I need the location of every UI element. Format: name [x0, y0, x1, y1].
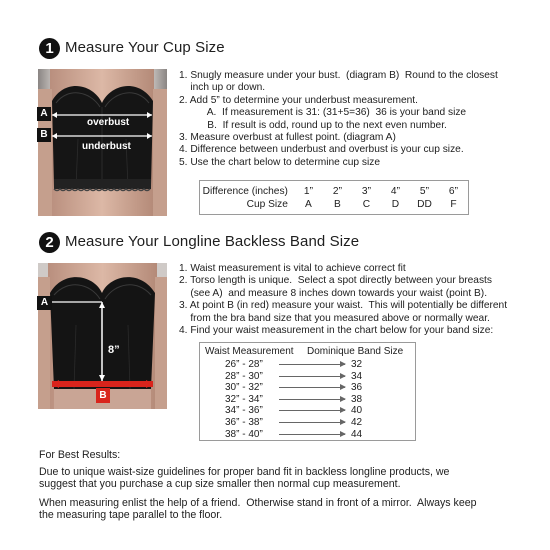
- instruction-line: 4. Find your waist measurement in the chart below for your band size:: [179, 325, 494, 337]
- instruction-line: (see A) and measure 8 inches down towards your waist (point B).: [179, 287, 488, 299]
- waist-range: 26” - 28”: [225, 359, 263, 370]
- arrow-right-icon: [279, 387, 345, 388]
- difference-value: 1”: [303, 186, 313, 197]
- arrow-right-icon: [279, 376, 345, 377]
- best-results-heading: For Best Results:: [39, 449, 121, 461]
- band-size-row: [200, 405, 415, 417]
- difference-value: 5”: [419, 186, 429, 197]
- cup-size-value: C: [362, 199, 371, 210]
- cup-size-value: A: [305, 199, 312, 210]
- waist-range: 28” - 30”: [225, 370, 263, 382]
- band-size-rows: [200, 359, 415, 440]
- instruction-line: inch up or down.: [179, 82, 266, 94]
- band-size-chart: [199, 342, 416, 441]
- band-size: 32: [351, 359, 363, 370]
- waist-measurement-header: Waist Measurement: [205, 346, 294, 357]
- band-size: 40: [351, 405, 363, 417]
- diagram-label-a: A: [37, 296, 52, 310]
- cup-size-header: Cup Size: [246, 199, 288, 210]
- section-1-title: Measure Your Cup Size: [65, 39, 225, 56]
- waist-range: 36” - 38”: [225, 416, 263, 428]
- waist-range: 32” - 34”: [225, 393, 263, 405]
- band-size-instructions: [179, 263, 507, 337]
- instruction-line: 1. Waist measurement is vital to achieve correct fit: [179, 263, 406, 274]
- band-size: 36: [351, 382, 363, 394]
- best-results-line: When measuring enlist the help of a friend. Otherwise stand in front of a mirror. Always keep: [39, 496, 477, 509]
- difference-row: [200, 185, 468, 198]
- cup-size-value: DD: [417, 199, 432, 210]
- band-size-row: [200, 382, 415, 394]
- best-results-line: suggest that you purchase a cup size smaller then normal cup measurement.: [39, 478, 401, 491]
- difference-value: 6”: [448, 186, 458, 197]
- cup-size-instructions: [179, 70, 498, 169]
- arrow-right-icon: [279, 422, 345, 423]
- step-2-number-icon: 2: [39, 232, 60, 253]
- underbust-label: underbust: [82, 141, 131, 152]
- band-size-row: [200, 429, 415, 441]
- band-size: 42: [351, 416, 363, 428]
- waist-range: 38” - 40”: [225, 428, 263, 440]
- instruction-line: 3. Measure overbust at fullest point. (diagram A): [179, 132, 396, 144]
- step-1-number-icon: 1: [39, 38, 60, 59]
- section-2-title: Measure Your Longline Backless Band Size: [65, 233, 360, 250]
- band-size-header: Dominique Band Size: [307, 346, 404, 357]
- instruction-line: 5. Use the chart below to determine cup size: [179, 156, 381, 168]
- instruction-line: 3. At point B (in red) measure your waist. This will potentially be different: [179, 300, 508, 312]
- waist-range: 34” - 36”: [225, 405, 263, 417]
- instruction-line: B. If result is odd, round up to the next even number.: [179, 119, 447, 131]
- instruction-line: 4. Difference between underbust and overbust is your cup size.: [179, 144, 464, 156]
- best-results-section: [39, 449, 477, 522]
- cup-size-chart: [199, 180, 469, 215]
- difference-value: 2”: [332, 186, 342, 197]
- overbust-label: overbust: [87, 117, 130, 128]
- band-size-row: [200, 359, 415, 371]
- diagram-label-b: B: [37, 128, 51, 142]
- band-size-row: [200, 417, 415, 429]
- cup-size-row: [200, 198, 468, 211]
- cup-size-value: D: [391, 199, 400, 210]
- instruction-line: 2. Add 5” to determine your underbust measurement.: [179, 94, 418, 106]
- band-size: 44: [351, 428, 363, 440]
- instruction-line: 1. Snugly measure under your bust. (diagram B) Round to the closest: [179, 70, 498, 81]
- cup-size-value: B: [334, 199, 341, 210]
- best-results-line: the measuring tape parallel to the floor.: [39, 509, 223, 522]
- instruction-line: from the bra band size that you measured above or normally wear.: [179, 312, 490, 324]
- torso-length-label: 8”: [108, 344, 120, 356]
- instruction-line: A. If measurement is 31: (31+5=36) 36 is your band size: [179, 107, 467, 119]
- diagram-label-a: A: [37, 107, 51, 121]
- difference-value: 3”: [361, 186, 371, 197]
- difference-value: 4”: [390, 186, 400, 197]
- band-size-row: [200, 371, 415, 383]
- instruction-line: 2. Torso length is unique. Select a spot directly between your breasts: [179, 275, 492, 287]
- waist-range: 30” - 32”: [225, 382, 263, 394]
- band-size-row: [200, 394, 415, 406]
- band-size: 34: [351, 370, 363, 382]
- best-results-line: Due to unique waist-size guidelines for proper band fit in backless longline products, we: [39, 465, 450, 478]
- arrow-right-icon: [279, 410, 345, 411]
- band-size: 38: [351, 393, 363, 405]
- difference-header: Difference (inches): [202, 186, 288, 197]
- cup-size-value: F: [450, 199, 457, 210]
- diagram-label-b: B: [96, 388, 110, 403]
- arrow-right-icon: [279, 364, 345, 365]
- arrow-right-icon: [279, 399, 345, 400]
- arrow-right-icon: [279, 434, 345, 435]
